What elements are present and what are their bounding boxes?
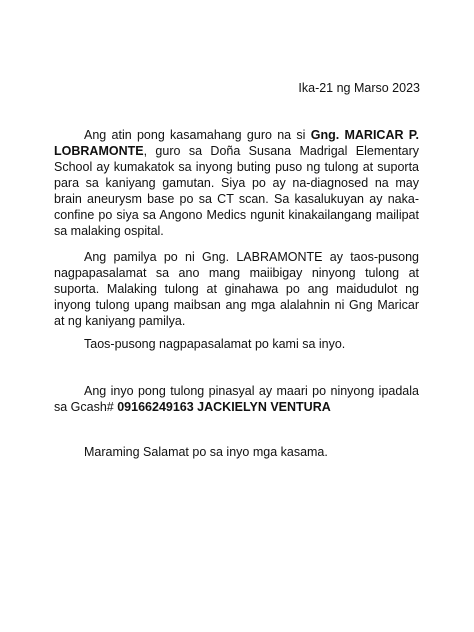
gcash-account: 09166249163 JACKIELYN VENTURA	[117, 400, 331, 414]
paragraph-appeal	[54, 127, 419, 239]
paragraph-gratitude	[54, 336, 419, 352]
paragraph-family-thanks	[54, 249, 419, 329]
letter-date: Ika-21 ng Marso 2023	[298, 81, 420, 95]
paragraph-donation-info	[54, 383, 419, 415]
donation-text: Ang inyo pong tulong pinasyal ay maari po ninyong ipadala sa Gcash#	[54, 384, 419, 414]
gratitude-text: Taos-pusong nagpapasalamat po kami sa inyo.	[84, 337, 346, 351]
teacher-name: Gng. MARICAR P. LOBRAMONTE	[54, 128, 419, 158]
appeal-text-body: , guro sa Doña Susana Madrigal Elementary School ay kumakatok sa inyong buting puso ng tulong at suporta para sa kaniyang gamutan. Siya po ay na-diagnosed na may brain aneurysm base po sa CT scan. Sa kasalukuyan ay naka-confine po siya sa Angono Medics ngunit kinakailangang mailipat sa malaking ospital.	[54, 144, 419, 238]
paragraph-closing	[54, 444, 419, 460]
appeal-text-intro: Ang atin pong kasamahang guro na si	[84, 128, 311, 142]
closing-text: Maraming Salamat po sa inyo mga kasama.	[84, 445, 328, 459]
family-thanks-text: Ang pamilya po ni Gng. LABRAMONTE ay taos-pusong nagpapasalamat sa ano mang maiibigay ninyong tulong at suporta. Malaking tulong at ginahawa po ang maidudulot ng inyong tulong upang maibsan ang mga alalahnin ni Gng Maricar at ng kaniyang pamilya.	[54, 250, 419, 328]
